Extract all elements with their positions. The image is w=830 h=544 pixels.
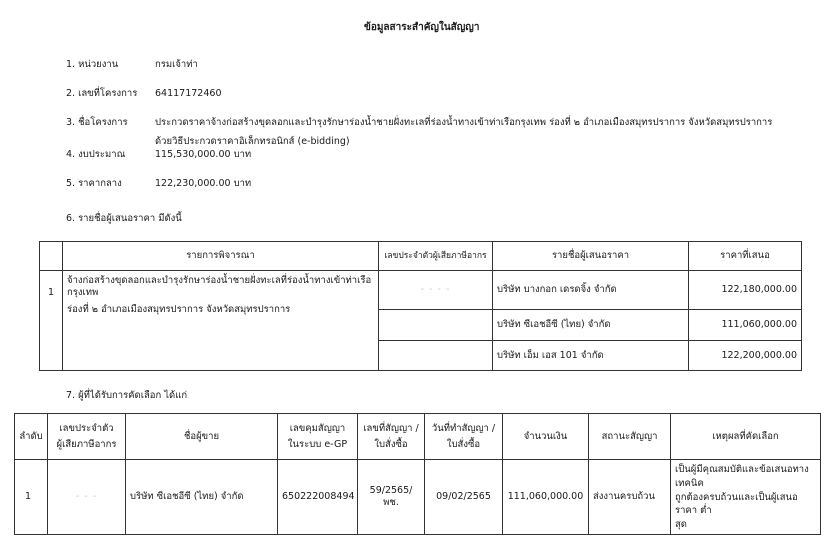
section-7-heading: 7. ผู้ที่ได้รับการคัดเลือก ได้แก่ <box>66 390 188 401</box>
bidders-tax-id-masked: - - - - <box>379 271 493 310</box>
bidders-header-price: ราคาที่เสนอ <box>689 242 802 271</box>
table-row <box>40 271 802 310</box>
item-line-2: ร่องที่ ๒ อำเภอเมืองสมุทรปราการ จังหวัดสมุทรปราการ <box>67 303 291 315</box>
bidders-tax-id-blank <box>379 341 493 371</box>
winner-amount: 111,060,000.00 <box>503 460 589 535</box>
bidders-header-row <box>40 242 802 271</box>
bidder-price: 111,060,000.00 <box>689 310 802 341</box>
winner-reason-line2: ถูกต้องครบถ้วนและเป็นผู้เสนอราคา ต่ำ <box>675 491 798 517</box>
winner-header-no: ลำดับ <box>15 414 48 460</box>
bidders-item-description <box>63 271 379 371</box>
field-agency-label: 1. หน่วยงาน <box>66 59 119 70</box>
bidders-header-no <box>40 242 63 271</box>
winner-header-date <box>425 414 503 460</box>
winner-tax-id-masked: - - - <box>48 460 126 535</box>
bidders-row-no: 1 <box>40 271 63 371</box>
field-budget-value: 115,530,000.00 บาท <box>155 149 252 160</box>
winner-seller: บริษัท ซีเอชอีซี (ไทย) จำกัด <box>126 460 278 535</box>
winner-header-seller: ชื่อผู้ขาย <box>126 414 278 460</box>
winner-table <box>14 413 821 535</box>
bidders-header-tax-id: เลขประจำตัวผู้เสียภาษีอากร <box>379 242 493 271</box>
winner-reason <box>671 460 821 535</box>
field-project-no-value: 64117172460 <box>155 88 222 99</box>
winner-header-contract <box>278 414 358 460</box>
winner-contract: 650222008494 <box>278 460 358 535</box>
field-project-no-label: 2. เลขที่โครงการ <box>66 88 138 99</box>
document-title: ข้อมูลสาระสำคัญในสัญญา <box>364 22 480 33</box>
winner-header-tax-id <box>48 414 126 460</box>
winner-status: ส่งงานครบถ้วน <box>589 460 671 535</box>
winner-header-date-line1: วันที่ทำสัญญา / <box>431 422 496 434</box>
field-agency-value: กรมเจ้าท่า <box>155 59 198 70</box>
field-median-price-value: 122,230,000.00 บาท <box>155 178 252 189</box>
winner-header-contract-no <box>358 414 425 460</box>
winner-header-amount: จำนวนเงิน <box>503 414 589 460</box>
winner-header-tax-id-line1: เลขประจำตัว <box>59 422 114 434</box>
bidder-price: 122,180,000.00 <box>689 271 802 310</box>
winner-header-status: สถานะสัญญา <box>589 414 671 460</box>
field-budget-label: 4. งบประมาณ <box>66 149 126 160</box>
bidder-name: บริษัท เอ็ม เอส 101 จำกัด <box>493 341 689 371</box>
winner-header-row <box>15 414 821 460</box>
bidder-price: 122,200,000.00 <box>689 341 802 371</box>
item-line-1: จ้างก่อสร้างขุดลอกและบำรุงรักษาร่องน้ำชายฝั่งทะเลที่ร่องน้ำทางเข้าท่าเรือกรุงเทพ <box>67 275 372 298</box>
section-6-heading: 6. รายชื่อผู้เสนอราคา มีดังนี้ <box>66 213 182 224</box>
field-project-name-method: ด้วยวิธีประกวดราคาอิเล็กทรอนิกส์ (e-bidding) <box>155 136 350 147</box>
winner-header-contract-line1: เลขคุมสัญญา <box>289 422 346 434</box>
field-median-price-label: 5. ราคากลาง <box>66 178 122 189</box>
winner-header-contract-no-line1: เลขที่สัญญา / <box>363 422 419 434</box>
bidder-name: บริษัท บางกอก เดรดจิ้ง จำกัด <box>493 271 689 310</box>
field-project-name-value: ประกวดราคาจ้างก่อสร้างขุดลอกและบำรุงรักษาร่องน้ำชายฝั่งทะเลที่ร่องน้ำทางเข้าท่าเรือกรุงเทพ ร่องที่ ๒ อำเภอเมืองสมุทรปราการ จังหวัดสมุทรปราการ <box>155 117 773 128</box>
winner-reason-line3: สุด <box>675 519 687 531</box>
winner-contract-no: 59/2565/พช. <box>358 460 425 535</box>
field-project-name-label: 3. ชื่อโครงการ <box>66 117 128 128</box>
table-row <box>15 460 821 535</box>
winner-row-no: 1 <box>15 460 48 535</box>
winner-header-contract-line2: ในระบบ e-GP <box>287 438 348 450</box>
winner-header-date-line2: ใบสั่งซื้อ <box>446 438 481 450</box>
bidder-name: บริษัท ซีเอชอีซี (ไทย) จำกัด <box>493 310 689 341</box>
bidders-header-item: รายการพิจารณา <box>63 242 379 271</box>
winner-date: 09/02/2565 <box>425 460 503 535</box>
winner-header-contract-no-line2: ใบสั่งซื้อ <box>374 438 408 450</box>
winner-reason-line1: เป็นผู้มีคุณสมบัติและข้อเสนอทางเทคนิค <box>675 464 809 489</box>
winner-header-tax-id-line2: ผู้เสียภาษีอากร <box>56 438 117 450</box>
winner-header-reason: เหตุผลที่คัดเลือก <box>671 414 821 460</box>
bidders-header-bidder: รายชื่อผู้เสนอราคา <box>493 242 689 271</box>
bidders-table <box>39 241 802 371</box>
bidders-tax-id-blank <box>379 310 493 341</box>
